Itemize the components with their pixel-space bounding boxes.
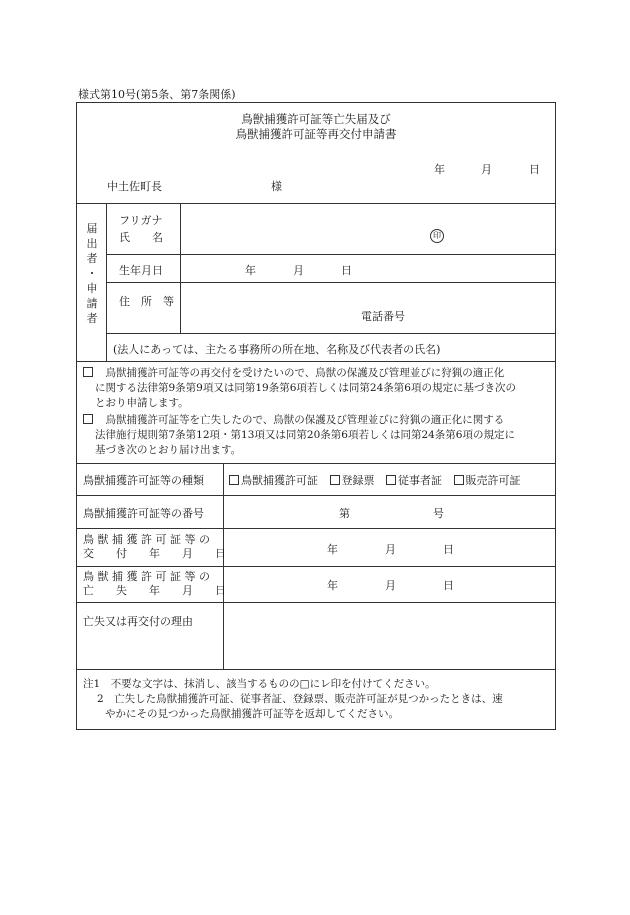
birthdate-month: 月	[293, 264, 304, 277]
issue-date-year: 年	[327, 543, 338, 556]
birthdate-year: 年	[245, 264, 256, 277]
issue-date-label: 鳥 獣 捕 獲 許 可 証 等 の 交 付 年 月 日	[83, 533, 226, 560]
divider-birthdate	[106, 282, 555, 283]
form-title-line1: 鳥獣捕獲許可証等亡失届及び	[241, 112, 391, 126]
address-label: 住 所 等	[119, 295, 174, 308]
applicant-side-label: 届 出 者 ・ 申 請 者	[86, 222, 98, 325]
divider-address	[106, 333, 555, 334]
issue-date-month: 月	[385, 543, 396, 556]
loss-date-year: 年	[327, 579, 338, 592]
option-loss-checkbox[interactable]	[83, 414, 93, 424]
option-reissue-checkbox[interactable]	[83, 367, 93, 377]
application-form	[76, 102, 556, 730]
permit-type-options	[229, 472, 521, 488]
type-checkbox-permit[interactable]	[229, 475, 239, 485]
seal-mark-icon: 印	[430, 229, 444, 243]
loss-date-day: 日	[443, 579, 454, 592]
divider-options-top	[77, 361, 555, 362]
option-reissue: 鳥獣捕獲許可証等の再交付を受けたいので、鳥獣の保護及び管理並びに狩猟の適正化 に関する法律第9条第9項又は同第19条第6項若しくは同第24条第6項の規定に基づき次の とおり申請します。	[83, 366, 553, 411]
issue-date-day: 日	[443, 543, 454, 556]
permit-number-label: 鳥獣捕獲許可証等の番号	[83, 507, 204, 520]
type-option-worker[interactable]: 従事者証	[386, 474, 442, 487]
form-number: 様式第10号(第5条、第7条関係)	[78, 88, 236, 101]
birthdate-label: 生年月日	[119, 264, 163, 277]
option-loss: 鳥獣捕獲許可証等を亡失したので、鳥獣の保護及び管理並びに狩猟の適正化に関する 法律施行規則第7条第12項・第13項又は同第20条第6項若しくは同第24条第6項の規定に 基づき次のとおり届け出ます。	[83, 413, 553, 458]
divider-notes	[77, 669, 555, 670]
addressee-name: 中土佐町長	[107, 180, 162, 193]
phone-label: 電話番号	[361, 310, 405, 323]
divider-details-top	[77, 463, 555, 464]
type-option-sales[interactable]: 販売許可証	[454, 474, 521, 487]
type-option-permit[interactable]: 鳥獣捕獲許可証	[229, 474, 318, 487]
type-option-registration[interactable]: 登録票	[330, 474, 375, 487]
permit-number-prefix: 第	[339, 507, 350, 520]
type-checkbox-registration[interactable]	[330, 475, 340, 485]
divider-number	[77, 528, 555, 529]
date-month: 月	[481, 163, 492, 176]
notes: 注1 不要な文字は、抹消し、該当するものの□にレ印を付けてください。 2 亡失した鳥獣捕獲許可証、従事者証、登録票、販売許可証が見つかったときは、速 やかにその見つかった鳥獣捕獲許可証等を返却してください。	[83, 677, 553, 722]
furigana-label: フリガナ	[119, 214, 163, 227]
reason-label: 亡失又は再交付の理由	[83, 615, 193, 628]
name-label: 氏 名	[119, 231, 163, 244]
divider-name	[106, 254, 555, 255]
date-year: 年	[434, 163, 445, 176]
divider-issue	[77, 566, 555, 567]
note-1: 注1 不要な文字は、抹消し、該当するものの□にレ印を付けてください。	[83, 678, 436, 690]
addressee-honorific: 様	[271, 180, 282, 193]
form-title-line2: 鳥獣捕獲許可証等再交付申請書	[235, 127, 397, 141]
loss-date-label: 鳥 獣 捕 獲 許 可 証 等 の 亡 失 年 月 日	[83, 570, 226, 597]
divider-applicant-top	[77, 203, 555, 204]
divider-loss	[77, 602, 555, 603]
date-day: 日	[529, 163, 540, 176]
divider-label-column	[180, 203, 181, 333]
note-2: 2 亡失した鳥獣捕獲許可証、従事者証、登録票、販売許可証が見つかったときは、速	[97, 693, 503, 705]
type-checkbox-worker[interactable]	[386, 475, 396, 485]
type-checkbox-sales[interactable]	[454, 475, 464, 485]
birthdate-day: 日	[341, 264, 352, 277]
loss-date-month: 月	[385, 579, 396, 592]
permit-number-suffix: 号	[433, 507, 444, 520]
permit-type-label: 鳥獣捕獲許可証等の種類	[83, 474, 204, 487]
corporate-note: (法人にあっては、主たる事務所の所在地、名称及び代表者の氏名)	[113, 343, 441, 356]
divider-type	[77, 495, 555, 496]
